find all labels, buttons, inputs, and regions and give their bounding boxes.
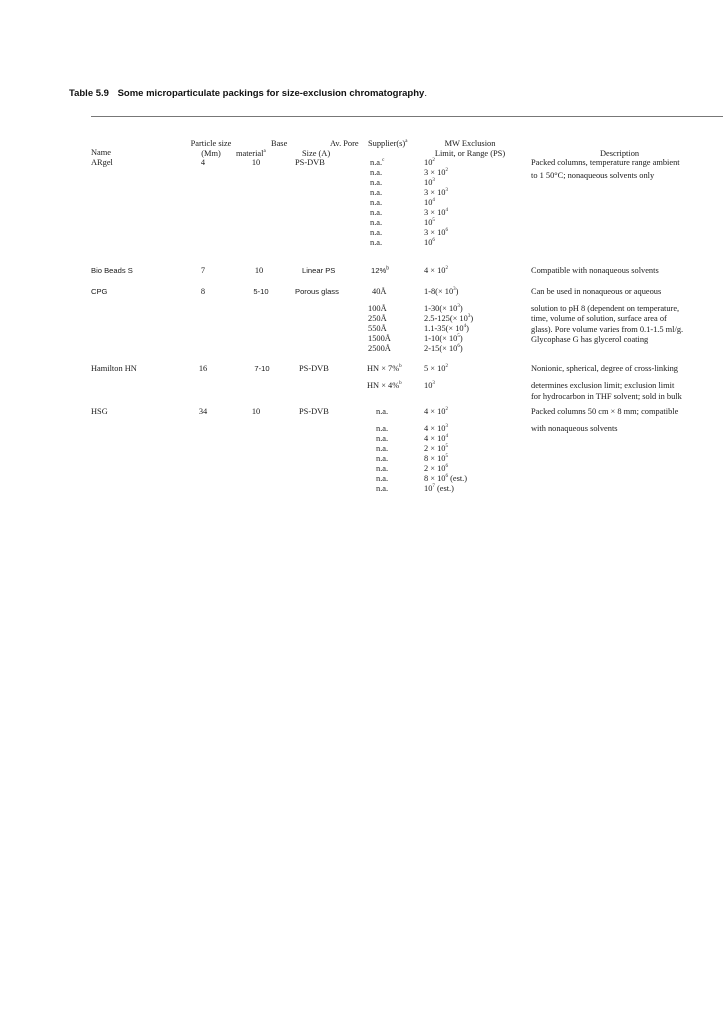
hsg-supplier-1: n.a. — [376, 424, 389, 433]
table-number: Table 5.9 — [69, 88, 109, 99]
argel-supplier-1: n.a. — [370, 168, 383, 177]
argel-supplier-3: n.a. — [370, 188, 383, 197]
row-hamilton-particle-size: 16 — [198, 364, 208, 373]
argel-mw-4: $10^4$ — [424, 198, 435, 207]
header-mw — [435, 139, 505, 159]
row-biobeads-supplier: 12%$^b$ — [371, 265, 389, 275]
header-base-line1: Base — [271, 139, 288, 148]
hamilton-desc-2: for hydrocarbon in THF solvent; sold in bulk — [531, 392, 682, 402]
row-hamilton-description — [531, 364, 682, 403]
row-hsg-pore: PS-DVB — [299, 407, 329, 416]
hamilton-supplier-1: HN × 4%$^b$ — [367, 381, 402, 390]
row-biobeads-particle-size: 7 — [200, 266, 206, 275]
cpg-mw-0: $1-8(\times 10^3)$ — [424, 287, 459, 296]
argel-supplier-2: n.a. — [370, 178, 383, 187]
argel-mw-6: $10^5$ — [424, 218, 435, 227]
argel-supplier-4: n.a. — [370, 198, 383, 207]
header-mw-line2: Limit, or Range (PS) — [434, 149, 506, 158]
cpg-supplier-5: 2500Å — [368, 344, 391, 353]
cpg-supplier-0: 40Å — [372, 287, 387, 296]
argel-mw-0: $10^2$ — [424, 158, 435, 167]
row-hsg-description — [531, 407, 678, 434]
row-argel-name: ARgel — [91, 158, 113, 167]
row-argel-particle-size: 4 — [200, 158, 206, 167]
header-mw-line1: MW Exclusion — [444, 139, 496, 148]
hamilton-mw-0: $5 \times 10^2$ — [424, 364, 448, 373]
header-pore-line2: Size (A) — [302, 149, 331, 158]
row-cpg-particle-size: 8 — [200, 287, 206, 296]
row-hsg-suppliers — [376, 424, 388, 494]
row-argel-description — [531, 158, 680, 181]
header-base-text: material — [236, 149, 264, 158]
row-cpg-base: 5-10 — [253, 287, 269, 296]
hsg-supplier-6: n.a. — [376, 474, 389, 483]
cpg-mw-2: $2.5-125(\times 10^3)$ — [424, 314, 474, 323]
cpg-supplier-2: 250Å — [368, 314, 387, 323]
row-cpg-pore: Porous glass — [295, 287, 339, 296]
argel-supplier-6: n.a. — [370, 218, 383, 227]
cpg-desc-2: time, volume of solution, surface area of — [531, 314, 667, 324]
row-biobeads-name: Bio Beads S — [91, 266, 133, 275]
row-biobeads-pore: Linear PS — [302, 266, 336, 275]
hsg-supplier-0: n.a. — [376, 407, 389, 416]
cpg-mw-4: $1-10(\times 10^5)$ — [424, 334, 463, 343]
row-argel-pore: PS-DVB — [295, 158, 325, 167]
hsg-mw-2: $4 \times 10^4$ — [424, 434, 448, 443]
argel-mw-2: $10^3$ — [424, 178, 435, 187]
row-cpg-suppliers — [368, 304, 391, 354]
row-cpg-name: CPG — [91, 287, 108, 296]
argel-mw-7: $3 \times 10^6$ — [424, 228, 448, 237]
hsg-supplier-4: n.a. — [376, 454, 389, 463]
table-title: Some microparticulate packings for size-exclusion chromatography — [117, 88, 425, 99]
row-biobeads-mw: $4 \times 10^2$ — [424, 266, 448, 275]
hsg-desc-0: Packed columns 50 cm × 8 mm; compatible — [531, 407, 679, 416]
cpg-supplier-4: 1500Å — [368, 334, 391, 343]
row-hamilton-name: Hamilton HN — [91, 364, 137, 373]
row-biobeads-base: 10 — [254, 266, 264, 275]
argel-supplier-8: n.a. — [370, 238, 383, 247]
cpg-desc-1: solution to pH 8 (dependent on temperature, — [531, 304, 680, 314]
cpg-supplier-3: 550Å — [368, 324, 387, 333]
row-argel-suppliers — [370, 158, 384, 248]
hsg-mw-4: $8 \times 10^5$ — [424, 454, 448, 463]
argel-mw-8: $10^6$ — [424, 238, 435, 247]
hamilton-supplier-0: HN × 7%$^b$ — [367, 364, 402, 373]
row-argel-mw — [424, 158, 448, 248]
hsg-supplier-2: n.a. — [376, 434, 389, 443]
row-hsg-name: HSG — [91, 407, 108, 416]
cpg-mw-1: $1-30(\times 10^3)$ — [424, 304, 463, 313]
header-supplier-sup: a — [405, 139, 408, 145]
table-caption — [69, 88, 427, 99]
row-biobeads-description: Compatible with nonaqueous solvents — [531, 266, 659, 275]
header-description: Description — [600, 149, 640, 158]
header-particle-size-line2: (Mm) — [201, 149, 221, 158]
row-hsg-base: 10 — [251, 407, 261, 416]
hamilton-desc-1: determines exclusion limit; exclusion limit — [531, 381, 675, 391]
cpg-mw-3: $1.1-35(\times 10^4)$ — [424, 324, 469, 333]
argel-desc-1: to 1 50°C; nonaqueous solvents only — [531, 171, 655, 181]
header-supplier-text: Supplier(s) — [368, 139, 406, 148]
cpg-desc-0: Can be used in nonaqueous or aqueous — [531, 287, 662, 296]
hsg-mw-1: $4 \times 10^3$ — [424, 424, 448, 433]
hsg-supplier-7: n.a. — [376, 484, 389, 493]
row-hamilton-pore: PS-DVB — [299, 364, 329, 373]
hamilton-desc-0: Nonionic, spherical, degree of cross-linking — [531, 364, 678, 373]
hsg-desc-1: with nonaqueous solvents — [531, 424, 618, 434]
header-particle-size — [191, 139, 232, 159]
hsg-mw-5: $2 \times 10^6$ — [424, 464, 448, 473]
argel-supplier-5: n.a. — [370, 208, 383, 217]
argel-mw-1: $3 \times 10^2$ — [424, 168, 448, 177]
row-cpg-mw — [424, 304, 473, 354]
cpg-mw-5: $2-15(\times 10^6)$ — [424, 344, 463, 353]
argel-desc-0: Packed columns, temperature range ambient — [531, 158, 680, 167]
header-pore-line1: Av. Pore — [330, 139, 359, 148]
argel-mw-5: $3 \times 10^4$ — [424, 208, 448, 217]
hsg-supplier-5: n.a. — [376, 464, 389, 473]
argel-supplier-0: n.a.$^c$ — [370, 158, 385, 167]
hsg-supplier-3: n.a. — [376, 444, 389, 453]
hsg-mw-6: $8 \times 10^6$ (est.) — [424, 474, 468, 483]
cpg-desc-4: Glycophase G has glycerol coating — [531, 334, 649, 344]
header-particle-size-line1: Particle size — [190, 139, 232, 148]
hsg-mw-0: $4 \times 10^2$ — [424, 407, 448, 416]
row-hsg-particle-size: 34 — [198, 407, 208, 416]
caption-period: . — [424, 88, 427, 99]
hamilton-mw-1: $10^3$ — [424, 381, 435, 390]
row-argel-base: 10 — [251, 158, 261, 167]
header-supplier — [368, 139, 407, 149]
hsg-mw-7: $10^7$ (est.) — [424, 484, 454, 493]
header-base-sup: a — [263, 149, 266, 155]
header-name: Name — [91, 148, 111, 157]
cpg-supplier-1: 100Å — [368, 304, 387, 313]
row-hsg-mw — [424, 424, 467, 494]
argel-supplier-7: n.a. — [370, 228, 383, 237]
argel-mw-3: $3 \times 10^3$ — [424, 188, 448, 197]
row-cpg-description — [531, 287, 683, 345]
cpg-desc-3: glass). Pore volume varies from 0.1-1.5 ml/g. — [531, 324, 684, 334]
row-hamilton-base: 7-10 — [254, 364, 270, 373]
hsg-mw-3: $2 \times 10^5$ — [424, 444, 448, 453]
table-top-rule — [91, 116, 723, 117]
